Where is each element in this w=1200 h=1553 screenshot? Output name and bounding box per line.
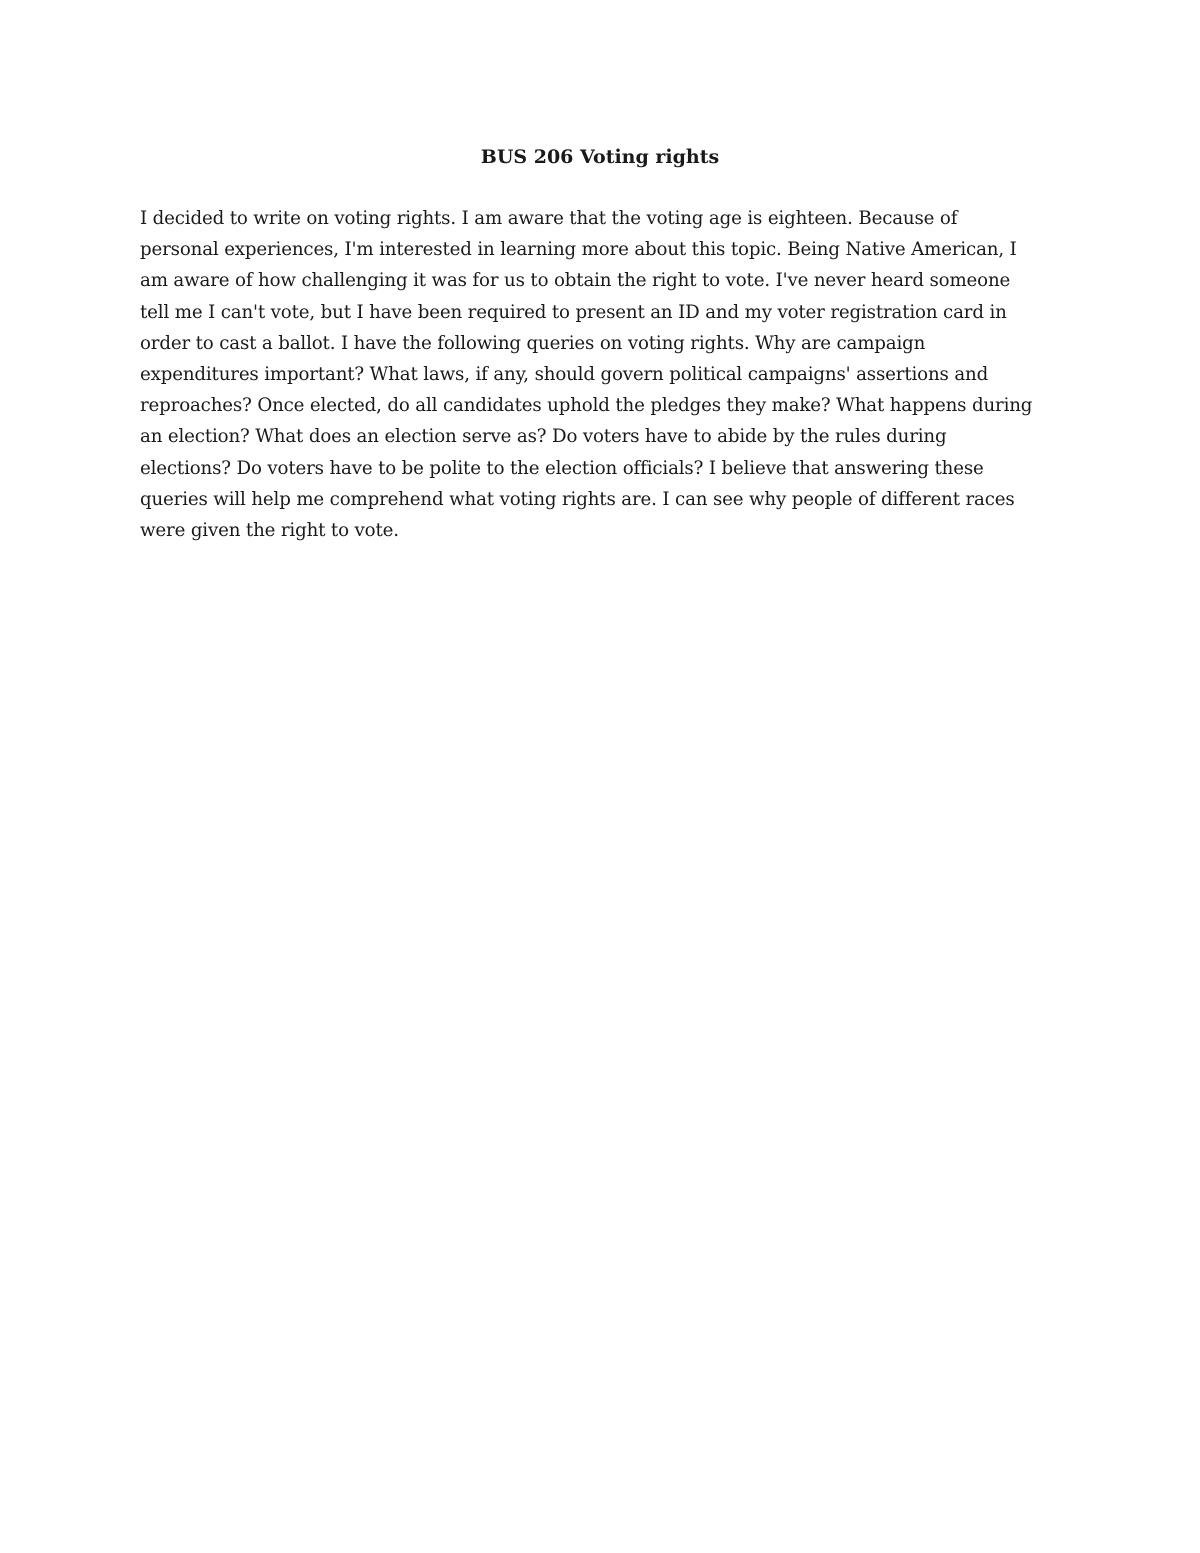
body-line: order to cast a ballot. I have the following queries on voting rights. Why are campaign [140,332,926,354]
body-line: were given the right to vote. [140,520,399,542]
body-line: I decided to write on voting rights. I am aware that the voting age is eighteen. Because of [140,208,958,229]
body-line: am aware of how challenging it was for us to obtain the right to vote. I've never heard someone [140,270,1011,292]
body-line: expenditures important? What laws, if any, should govern political campaigns' assertions and [140,364,989,386]
document-title: BUS 206 Voting rights [480,146,720,168]
body-line: personal experiences, I'm interested in learning more about this topic. Being Native American, I [140,239,1017,261]
body-line: elections? Do voters have to be polite to the election officials? I believe that answering these [140,457,984,479]
body-line: an election? What does an election serve as? Do voters have to abide by the rules during [140,426,947,448]
body-line: tell me I can't vote, but I have been required to present an ID and my voter registration card in [140,301,1007,323]
body-line: reproaches? Once elected, do all candidates uphold the pledges they make? What happens during [140,395,1033,417]
document-body [140,203,1070,546]
body-line: queries will help me comprehend what voting rights are. I can see why people of different races [140,488,1015,510]
